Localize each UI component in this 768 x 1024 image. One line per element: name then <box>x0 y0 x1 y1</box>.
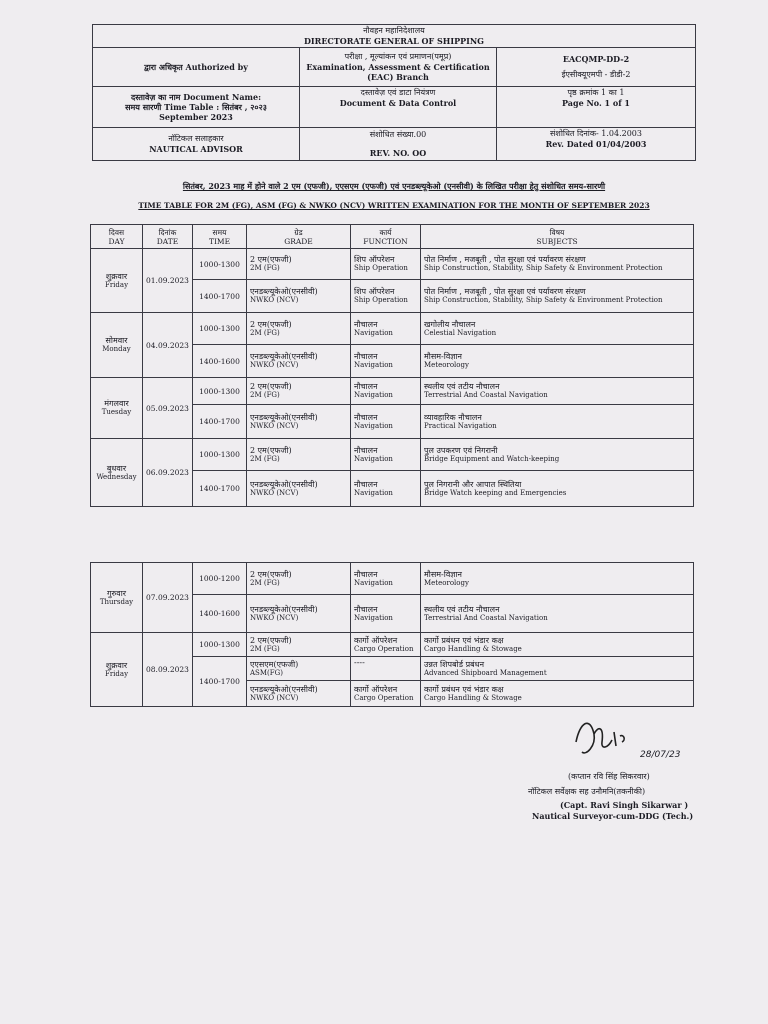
subject-english: Ship Construction, Stability, Ship Safety & Environment Protection <box>424 296 663 304</box>
col-day <box>91 225 143 249</box>
title-hindi: सितंबर, 2023 माह में होने वाले 2 एम (एफजी), एएसएम (एफजी) एवं एनडब्ल्यूकेओ (एनसीवी) के लिखित परीक्षा हेतु संशोधित समय-सारणी <box>182 181 606 191</box>
function-hindi: नौचालन <box>354 412 378 422</box>
col-time <box>193 225 247 249</box>
grade-hindi: 2 एम(एफजी) <box>250 445 292 455</box>
function-english: Ship Operation <box>354 296 408 304</box>
grade-hindi: एनडब्ल्यूकेओ(एनसीवी) <box>250 604 318 614</box>
function-hindi: शिप ऑपरेशन <box>354 255 395 264</box>
function-english: Navigation <box>354 613 393 622</box>
revision-date-english: Rev. Dated 01/04/2003 <box>545 139 647 149</box>
document-name-value-month: September 2023 <box>159 112 233 122</box>
subject-hindi: व्यावहारिक नौचालन <box>424 412 482 422</box>
org-name-hindi: नौवहन महानिदेशालय <box>363 26 425 35</box>
document-name-value: समय सारणी Time Table : सितंबर , २०२३ <box>125 102 267 112</box>
date-cell: 08.09.2023 <box>143 633 193 707</box>
grade-cell <box>247 681 351 707</box>
function-hindi: कार्गो ऑपरेशन <box>354 684 398 694</box>
subject-hindi: खगोलीय नौचालन <box>424 319 476 329</box>
day-hindi: सोमवार <box>105 336 128 345</box>
time-cell: 1000-1300 <box>193 633 247 657</box>
function-hindi: नौचालन <box>354 382 378 391</box>
subject-hindi: पुल उपकरण एवं निगरानी <box>424 445 498 455</box>
subject-hindi: कार्गो प्रबंधन एवं भंडार कक्ष <box>424 635 504 645</box>
subject-hindi: स्थलीय एवं तटीय नौचालन <box>424 382 500 391</box>
col-time-hindi: समय <box>212 227 227 237</box>
time-cell: 1000-1300 <box>193 378 247 405</box>
function-english: Navigation <box>354 391 393 399</box>
function-cell <box>351 633 421 657</box>
grade-hindi: एएसएम(एफजी) <box>250 659 299 669</box>
col-date-hindi: दिनांक <box>158 227 177 237</box>
grade-english: NWKO (NCV) <box>250 613 299 622</box>
day-english: Tuesday <box>101 408 132 416</box>
timetable-part-1 <box>90 224 694 507</box>
timetable-header-row <box>91 225 694 249</box>
grade-english: NWKO (NCV) <box>250 421 299 430</box>
branch-english: Examination, Assessment & Certification (EAC) Branch <box>306 62 490 82</box>
function-hindi: नौचालन <box>354 352 378 361</box>
day-english: Friday <box>104 280 129 289</box>
col-grade <box>247 225 351 249</box>
grade-english: NWKO (NCV) <box>250 361 299 369</box>
org-cell <box>93 25 696 48</box>
col-day-english: DAY <box>108 236 125 246</box>
function-hindi: नौचालन <box>354 569 378 579</box>
subject-english: Meteorology <box>424 361 469 369</box>
time-cell: 1000-1300 <box>193 249 247 280</box>
grade-hindi: एनडब्ल्यूकेओ(एनसीवी) <box>250 412 318 422</box>
subject-cell <box>421 633 694 657</box>
grade-cell <box>247 657 351 681</box>
document-name-cell <box>93 87 300 128</box>
function-english: Navigation <box>354 361 393 369</box>
subject-english: Celestial Navigation <box>424 328 497 337</box>
subject-cell <box>421 280 694 313</box>
time-cell: 1400-1700 <box>193 471 247 507</box>
day-hindi: गुरुवार <box>106 588 127 598</box>
branch-cell <box>300 48 497 87</box>
table-row <box>91 313 694 345</box>
grade-english: 2M (FG) <box>250 454 280 463</box>
branch-hindi: परीक्षा , मूल्यांकन एवं प्रमाणन(पमूप्र) <box>344 52 452 61</box>
subject-english: Terrestrial And Coastal Navigation <box>424 613 548 622</box>
subject-cell <box>421 313 694 345</box>
grade-english: 2M (FG) <box>250 391 280 399</box>
subject-cell <box>421 563 694 595</box>
table-row <box>91 378 694 405</box>
day-cell <box>91 249 143 313</box>
col-subjects-hindi: विषय <box>549 227 565 237</box>
table-row <box>91 633 694 657</box>
grade-cell <box>247 378 351 405</box>
subject-hindi: स्थलीय एवं तटीय नौचालन <box>424 604 500 614</box>
function-hindi: नौचालन <box>354 479 378 489</box>
subject-english: Bridge Watch keeping and Emergencies <box>424 488 567 497</box>
function-cell <box>351 681 421 707</box>
subject-english: Cargo Handling & Stowage <box>424 644 522 653</box>
col-subjects <box>421 225 694 249</box>
grade-english: NWKO (NCV) <box>250 296 299 304</box>
grade-hindi: 2 एम(एफजी) <box>250 319 292 329</box>
revision-cell <box>300 128 497 161</box>
subject-english: Practical Navigation <box>424 421 497 430</box>
time-cell: 1400-1600 <box>193 345 247 378</box>
document-name-label: दस्तावेज़ का नाम Document Name: <box>130 92 262 102</box>
subject-hindi: मौसम-विज्ञान <box>424 352 462 361</box>
subject-cell <box>421 249 694 280</box>
function-hindi: कार्गो ऑपरेशन <box>354 635 398 645</box>
function-hindi: नौचालन <box>354 604 378 614</box>
time-cell: 1000-1300 <box>193 313 247 345</box>
org-name-english: DIRECTORATE GENERAL OF SHIPPING <box>303 36 484 46</box>
grade-cell <box>247 249 351 280</box>
revision-date-cell <box>497 128 696 161</box>
function-cell <box>351 249 421 280</box>
col-subjects-english: SUBJECTS <box>536 236 578 246</box>
day-hindi: शुक्रवार <box>105 660 128 670</box>
grade-english: 2M (FG) <box>250 328 280 337</box>
function-hindi: नौचालन <box>354 445 378 455</box>
table-row <box>91 439 694 471</box>
day-english: Monday <box>102 345 131 353</box>
doc-code-hindi: ईएसीक्यूएमपी - डीडी-2 <box>561 70 631 79</box>
subject-english: Bridge Equipment and Watch-keeping <box>424 454 560 463</box>
grade-hindi: एनडब्ल्यूकेओ(एनसीवी) <box>250 287 318 296</box>
revision-date-hindi: संशोधित दिनांक- 1.04.2003 <box>550 129 642 138</box>
subject-hindi: पुल निगरानी और आपात स्थितिया <box>424 479 522 489</box>
authorized-by-label: द्वारा अधिकृत Authorized by <box>144 61 248 72</box>
grade-english: NWKO (NCV) <box>250 488 299 497</box>
doc-code-cell <box>497 48 696 87</box>
col-function-english: FUNCTION <box>363 236 408 246</box>
day-cell <box>91 378 143 439</box>
col-time-english: TIME <box>208 236 231 246</box>
grade-hindi: 2 एम(एफजी) <box>250 635 292 645</box>
day-hindi: मंगलवार <box>104 399 129 408</box>
grade-cell <box>247 280 351 313</box>
grade-english: 2M (FG) <box>250 644 280 653</box>
day-cell <box>91 563 143 633</box>
function-cell <box>351 595 421 633</box>
advisor-english: NAUTICAL ADVISOR <box>149 144 243 154</box>
document-control-cell <box>300 87 497 128</box>
function-cell <box>351 313 421 345</box>
revision-english: REV. NO. OO <box>369 148 427 158</box>
grade-cell <box>247 595 351 633</box>
signatory-designation-hindi: नॉटिकल सर्वेक्षक सह उनौमनि(तकनीकी) <box>528 787 646 796</box>
function-hindi: शिप ऑपरेशन <box>354 287 395 296</box>
function-cell <box>351 280 421 313</box>
signatory-designation-english: Nautical Surveyor-cum-DDG (Tech.) <box>532 811 694 821</box>
day-cell <box>91 439 143 507</box>
grade-hindi: 2 एम(एफजी) <box>250 255 292 264</box>
col-date <box>143 225 193 249</box>
time-cell: 1400-1700 <box>193 280 247 313</box>
date-cell: 01.09.2023 <box>143 249 193 313</box>
function-english: Ship Operation <box>354 264 408 272</box>
function-english: Cargo Operation <box>354 644 414 653</box>
subject-hindi: उन्नत शिपबोर्ड प्रबंधन <box>424 659 485 669</box>
grade-cell <box>247 439 351 471</box>
day-english: Friday <box>104 669 129 678</box>
function-cell <box>351 563 421 595</box>
col-grade-hindi: ग्रेड <box>294 227 303 237</box>
page-number-hindi: पृष्ठ क्रमांक 1 का 1 <box>567 88 625 97</box>
col-grade-english: GRADE <box>284 236 313 246</box>
signature-date: 28/07/23 <box>640 750 681 760</box>
advisor-hindi: नॉटिकल सलाहकार <box>168 134 224 143</box>
document-control-hindi: दस्तावेज़ एवं डाटा नियंत्रण <box>360 88 436 97</box>
grade-cell <box>247 345 351 378</box>
function-hindi: नौचालन <box>354 319 378 329</box>
grade-hindi: 2 एम(एफजी) <box>250 382 292 391</box>
subject-hindi: मौसम-विज्ञान <box>424 569 462 579</box>
subject-english: Ship Construction, Stability, Ship Safety & Environment Protection <box>424 264 663 272</box>
function-cell <box>351 657 421 681</box>
authorized-by-cell <box>93 48 300 87</box>
time-cell: 1000-1200 <box>193 563 247 595</box>
function-cell <box>351 345 421 378</box>
function-english: Navigation <box>354 578 393 587</box>
table-row <box>91 563 694 595</box>
subject-english: Meteorology <box>424 578 469 587</box>
grade-cell <box>247 313 351 345</box>
function-english: Navigation <box>354 421 393 430</box>
function-hindi: ---- <box>354 658 365 667</box>
grade-english: 2M (FG) <box>250 264 280 272</box>
grade-cell <box>247 471 351 507</box>
signatory-name-english: (Capt. Ravi Singh Sikarwar ) <box>560 800 689 810</box>
time-cell: 1400-1700 <box>193 405 247 439</box>
date-cell: 07.09.2023 <box>143 563 193 633</box>
subject-cell <box>421 595 694 633</box>
date-cell: 06.09.2023 <box>143 439 193 507</box>
grade-english: 2M (FG) <box>250 578 280 587</box>
date-cell: 04.09.2023 <box>143 313 193 378</box>
subject-hindi: कार्गो प्रबंधन एवं भंडार कक्ष <box>424 684 504 694</box>
day-cell <box>91 313 143 378</box>
grade-hindi: एनडब्ल्यूकेओ(एनसीवी) <box>250 479 318 489</box>
timetable-part-2 <box>90 562 694 707</box>
subject-cell <box>421 657 694 681</box>
day-english: Thursday <box>99 597 134 606</box>
time-cell: 1000-1300 <box>193 439 247 471</box>
subject-english: Terrestrial And Coastal Navigation <box>424 391 548 399</box>
function-cell <box>351 439 421 471</box>
subject-cell <box>421 681 694 707</box>
subject-cell <box>421 471 694 507</box>
function-cell <box>351 471 421 507</box>
grade-hindi: 2 एम(एफजी) <box>250 569 292 579</box>
function-english: Navigation <box>354 454 393 463</box>
grade-cell <box>247 633 351 657</box>
date-cell: 05.09.2023 <box>143 378 193 439</box>
col-function <box>351 225 421 249</box>
time-cell: 1400-1700 <box>193 657 247 707</box>
function-cell <box>351 378 421 405</box>
subject-english: Cargo Handling & Stowage <box>424 693 522 702</box>
subject-cell <box>421 439 694 471</box>
grade-english: ASM(FG) <box>250 668 283 677</box>
day-hindi: बुधवार <box>106 463 127 473</box>
signatory-name-hindi: (कप्तान रवि सिंह सिकरवार) <box>568 772 650 781</box>
page-number-english: Page No. 1 of 1 <box>561 98 630 108</box>
revision-hindi: संशोधित संख्या.00 <box>369 130 427 139</box>
subject-english: Advanced Shipboard Management <box>424 668 547 677</box>
subject-cell <box>421 345 694 378</box>
subject-cell <box>421 405 694 439</box>
grade-cell <box>247 405 351 439</box>
day-hindi: शुक्रवार <box>105 271 128 281</box>
function-english: Cargo Operation <box>354 693 414 702</box>
advisor-cell <box>93 128 300 161</box>
col-function-hindi: कार्य <box>379 227 392 237</box>
grade-hindi: एनडब्ल्यूकेओ(एनसीवी) <box>250 352 318 361</box>
function-english: Navigation <box>354 488 393 497</box>
time-cell: 1400-1600 <box>193 595 247 633</box>
title-english: TIME TABLE FOR 2M (FG), ASM (FG) & NWKO (NCV) WRITTEN EXAMINATION FOR THE MONTH OF SEPTEMBER 2023 <box>138 201 650 210</box>
doc-code: EACQMP-DD-2 <box>562 54 630 64</box>
subject-hindi: पोत निर्माण , मजबूती , पोत सुरक्षा एवं पर्यावरण संरक्षण <box>424 287 586 296</box>
page-number-cell <box>497 87 696 128</box>
table-row <box>91 249 694 280</box>
col-date-english: DATE <box>156 236 179 246</box>
subject-cell <box>421 378 694 405</box>
document-control-english: Document & Data Control <box>339 98 457 108</box>
document-header-table <box>92 24 696 161</box>
day-english: Wednesday <box>96 472 137 481</box>
grade-hindi: एनडब्ल्यूकेओ(एनसीवी) <box>250 684 318 694</box>
col-day-hindi: दिवस <box>108 227 125 237</box>
function-english: Navigation <box>354 328 393 337</box>
day-cell <box>91 633 143 707</box>
function-cell <box>351 405 421 439</box>
grade-cell <box>247 563 351 595</box>
grade-english: NWKO (NCV) <box>250 693 299 702</box>
subject-hindi: पोत निर्माण , मजबूती , पोत सुरक्षा एवं पर्यावरण संरक्षण <box>424 255 586 264</box>
